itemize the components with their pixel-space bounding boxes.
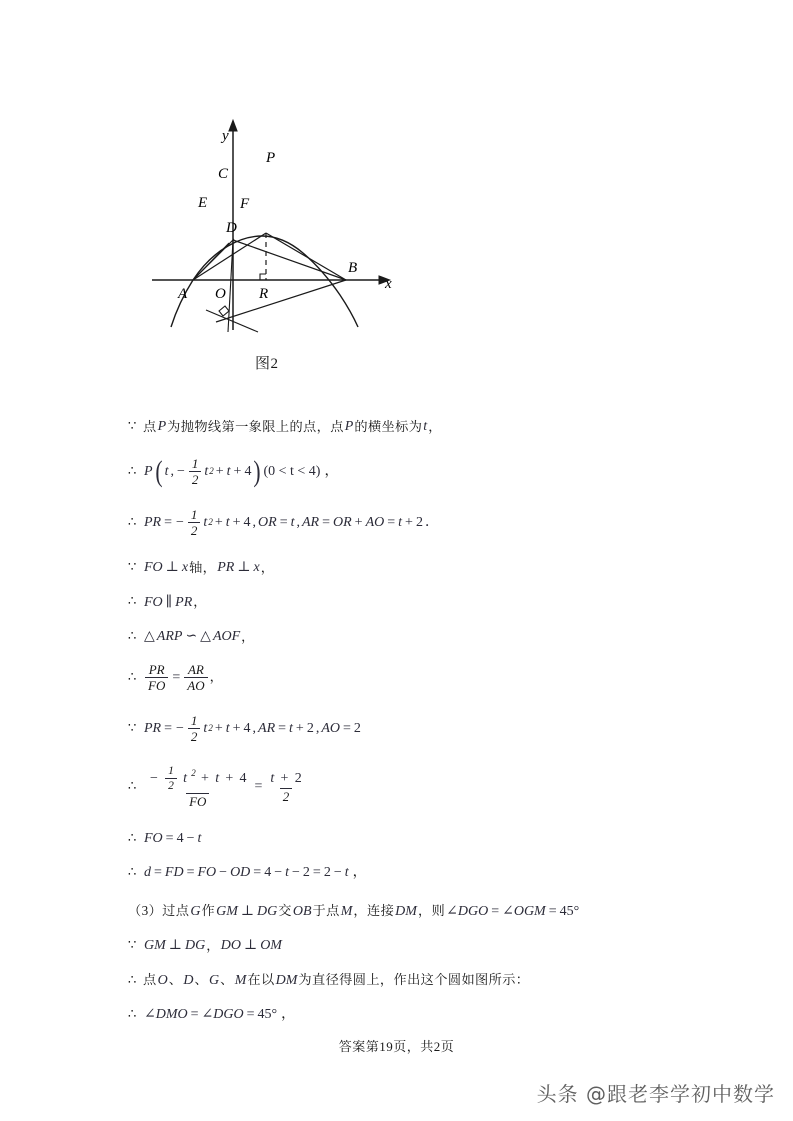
line9-inner-num: 1: [168, 765, 174, 778]
line9-plus2: +: [225, 770, 234, 786]
line3-tsq: t: [203, 515, 208, 531]
line10-minus: −: [186, 830, 195, 846]
line3-fraction-half: [188, 508, 201, 538]
therefore-symbol-5: ∴: [128, 594, 137, 610]
label-point-b: B: [348, 260, 358, 276]
line4-x: x: [181, 560, 189, 576]
line3-plus1: +: [214, 515, 223, 531]
segment-ef: [206, 310, 258, 332]
line3-comma1: ,: [252, 515, 257, 531]
line8-frac-num: 1: [190, 712, 198, 728]
line13-dg: DG: [184, 938, 206, 954]
line3-eq4: =: [387, 515, 396, 531]
line11-fo: FO: [197, 865, 217, 881]
line14-text-a: 点: [143, 972, 157, 988]
label-point-f: F: [240, 196, 250, 212]
label-point-e: E: [198, 195, 208, 211]
line9-right-denominator: 2: [280, 788, 293, 804]
line2-sup2: 2: [209, 466, 214, 477]
line4-perp2: ⊥: [237, 560, 251, 576]
line14-sep3: 、: [220, 972, 234, 988]
line9-tsq: t: [183, 770, 188, 786]
therefore-symbol-6: ∴: [128, 628, 137, 644]
line3-ar: AR: [301, 515, 320, 531]
line11-minus1: −: [219, 865, 228, 881]
line1-text-c: 的横坐标为: [354, 418, 423, 434]
line10-t: t: [197, 830, 202, 846]
solution-line-10: [128, 830, 688, 848]
label-point-o: O: [215, 286, 226, 302]
line9-four: 4: [239, 770, 247, 786]
therefore-symbol-7: ∴: [128, 669, 137, 685]
label-point-c: C: [218, 166, 229, 182]
line12-perp: ⊥: [240, 903, 255, 919]
line9-rnum-two: 2: [294, 770, 302, 786]
segment-cb: [233, 240, 346, 280]
line3-four: 4: [243, 515, 251, 531]
line8-fraction-half: [188, 714, 201, 744]
segment-ap: [193, 233, 266, 280]
line9-outer-numerator: [145, 765, 251, 793]
line14-m: M: [234, 972, 247, 988]
line13-do: DO: [220, 938, 242, 954]
line10-four: 4: [176, 830, 184, 846]
line4-comma1: ，: [202, 559, 217, 575]
line12-angle-ogm: ∠OGM: [502, 903, 546, 919]
line3-frac-den: 2: [188, 522, 201, 538]
line15-eq1: =: [190, 1007, 199, 1023]
fraction-outer-right: [266, 771, 305, 803]
because-symbol-13: ∵: [128, 938, 137, 954]
label-point-p: P: [266, 150, 276, 166]
line11-od: OD: [230, 865, 251, 881]
line1-text-a: 点: [143, 418, 157, 434]
solution-line-14: [128, 972, 688, 990]
line14-dm: DM: [275, 972, 298, 988]
solution-line-3: [128, 508, 688, 538]
therefore-symbol-2: ∴: [128, 463, 137, 479]
line6-arp: ARP: [156, 629, 183, 645]
line12-eq2: =: [548, 903, 557, 919]
line2-comma1: ,: [170, 463, 174, 479]
line13-perp2: ⊥: [244, 938, 258, 954]
line13-gm: GM: [144, 938, 166, 954]
solution-line-6: [128, 628, 688, 646]
line8-two2: 2: [353, 721, 361, 737]
line11-eq4: =: [312, 865, 321, 881]
line8-two: 2: [306, 721, 314, 737]
line11-two: 2: [302, 865, 310, 881]
line14-text-b: 在以: [247, 972, 275, 988]
line2-plus2: +: [233, 463, 242, 479]
line7-tail: ，: [209, 669, 224, 685]
line8-plus2: +: [232, 721, 241, 737]
fraction-pr-over-fo: [145, 663, 168, 693]
solution-line-2: ∴ P ( t , − $\frac{1}{2}$ t 2 + t + 4 ) (0 < t < 4) ，: [128, 454, 339, 488]
line9-inner-half: [165, 765, 177, 792]
line4-perp: ⊥: [165, 560, 179, 576]
therefore-symbol-11: ∴: [128, 865, 137, 881]
line8-four: 4: [243, 721, 251, 737]
line8-tsq: t: [203, 721, 208, 737]
line12-comma1: ，: [353, 903, 367, 919]
part-number-3: （3）: [128, 903, 163, 919]
line12-angle-dgo: ∠DGO: [446, 903, 489, 919]
line5-pr: PR: [175, 594, 193, 610]
line11-minus2: −: [274, 865, 283, 881]
line12-text-b: 作: [201, 903, 216, 919]
line15-tail: ，: [281, 1007, 296, 1023]
line11-t: t: [285, 865, 289, 881]
line3-t: t: [225, 515, 230, 531]
line9-right-numerator: [266, 771, 305, 788]
line2-frac-num: 1: [191, 455, 199, 471]
line3-frac-num: 1: [190, 506, 198, 522]
line11-eq2: =: [186, 865, 195, 881]
line1-text-b: 为抛物线第一象限上的点，点: [167, 418, 344, 434]
right-angle-mark-e: [219, 306, 229, 316]
line2-condition: (0 < t < 4): [263, 463, 321, 479]
line11-minus4: −: [333, 865, 342, 881]
line14-sep1: 、: [168, 972, 183, 988]
line3-pr: PR: [144, 515, 162, 531]
label-x-axis: x: [385, 276, 392, 292]
line3-tail: ．: [424, 515, 439, 531]
line2-tail: ，: [324, 463, 339, 479]
solution-line-11: [128, 864, 688, 882]
fraction-ar-over-ao: [184, 663, 207, 693]
solution-line-15: [128, 1006, 688, 1024]
line9-num-minus: −: [150, 770, 158, 786]
page-footer: 答案第19页，共2页: [338, 1039, 455, 1054]
label-point-d: D: [226, 220, 237, 236]
line6-aof: AOF: [212, 629, 241, 645]
line9-eq: =: [254, 779, 263, 795]
line1-var-p: P: [157, 419, 167, 434]
because-symbol-4: ∵: [128, 559, 137, 575]
line7-den1: FO: [145, 677, 168, 693]
line8-pr: PR: [144, 721, 162, 737]
line6-tail: ，: [241, 628, 255, 644]
line12-degree-45: 45°: [559, 903, 580, 919]
line14-sep2: 、: [194, 972, 209, 988]
line5-fo: FO: [144, 594, 163, 610]
line2-minus: −: [176, 463, 185, 479]
line4-tail: ，: [260, 559, 275, 575]
line11-two2: 2: [323, 865, 331, 881]
line8-t2: t: [289, 721, 293, 737]
line3-or2: OR: [333, 515, 352, 531]
line9-outer-denominator: FO: [186, 793, 209, 809]
line7-eq: =: [172, 669, 181, 685]
label-point-a: A: [178, 286, 188, 302]
line3-sup2: 2: [208, 517, 213, 528]
line15-angle-dmo: ∠DMO: [144, 1007, 188, 1023]
line7-num2: AR: [187, 661, 204, 677]
line8-eq2: =: [278, 721, 287, 737]
line8-plus3: +: [295, 721, 304, 737]
line4-axis-char: 轴: [189, 559, 203, 575]
line11-tail: ，: [352, 865, 368, 881]
line3-plus2: +: [232, 515, 241, 531]
line2-t: t: [164, 463, 169, 479]
line4-pr: PR: [217, 560, 235, 576]
line9-sup2: 2: [191, 768, 196, 779]
line1-comma: ，: [428, 418, 442, 434]
label-y-axis: y: [222, 128, 229, 144]
line14-g: G: [209, 972, 220, 988]
line2-fraction-half: [189, 457, 202, 487]
solution-line-12-part3: [128, 903, 688, 921]
line2-tsq: t: [204, 463, 209, 479]
because-symbol-1: ∵: [128, 418, 137, 434]
line3-or: OR: [258, 515, 277, 531]
line3-minus: −: [176, 515, 184, 531]
line12-m: M: [340, 903, 353, 919]
line8-comma2: ,: [315, 721, 320, 737]
line13-comma: ，: [206, 937, 220, 953]
line14-text-c: 为直径得圆上，作出这个圆如图所示：: [298, 972, 530, 988]
line12-dm: DM: [395, 903, 417, 919]
line11-eq3: =: [253, 865, 262, 881]
therefore-symbol-10: ∴: [128, 830, 137, 846]
line11-d: d: [144, 865, 151, 881]
line8-eq3: =: [343, 721, 351, 737]
line12-ob: OB: [292, 903, 312, 919]
figure-container: [0, 100, 793, 400]
line12-text-e: 连接: [366, 903, 395, 919]
line3-eq2: =: [279, 515, 288, 531]
watermark: 头条 @跟老李学初中数学: [536, 1082, 775, 1106]
line8-ao: AO: [321, 721, 340, 737]
line4-fo: FO: [144, 560, 163, 576]
line12-g: G: [190, 903, 201, 919]
line12-text-a: 过点: [162, 903, 190, 919]
segment-db: [216, 280, 346, 322]
line9-t: t: [215, 770, 220, 786]
line5-tail: ，: [193, 594, 207, 610]
coordinate-geometry-figure: [0, 100, 793, 400]
solution-line-7: [128, 663, 688, 693]
line8-t: t: [225, 721, 230, 737]
line2-t2: t: [226, 463, 231, 479]
solution-line-13: [128, 937, 688, 955]
solution-line-9: [128, 765, 688, 809]
segment-ae: [193, 243, 229, 280]
line9-inner-den: 2: [165, 778, 177, 792]
solution-line-1: [128, 418, 688, 436]
line3-t3: t: [398, 515, 403, 531]
line11-fd: FD: [164, 865, 184, 881]
line15-degree-45: 45°: [257, 1007, 278, 1023]
line8-comma1: ,: [252, 721, 257, 737]
right-angle-mark-r: [260, 274, 266, 280]
line8-eq: =: [164, 721, 173, 737]
fraction-outer-left: [145, 765, 251, 809]
line11-minus3: −: [292, 865, 300, 881]
line9-rnum-t: t: [270, 770, 275, 786]
parabola-curve: [171, 236, 358, 327]
therefore-symbol-14: ∴: [128, 972, 137, 988]
solution-line-8: [128, 714, 688, 744]
line14-d: D: [183, 972, 194, 988]
line2-p: P: [144, 463, 153, 479]
line11-four: 4: [264, 865, 272, 881]
line3-t2: t: [290, 515, 295, 531]
solution-line-5: [128, 594, 688, 612]
line5-parallel: ∥: [165, 594, 173, 610]
line10-fo: FO: [144, 830, 163, 846]
triangle-symbol-2: △: [200, 629, 211, 645]
line3-plus3: +: [354, 515, 363, 531]
line8-minus: −: [176, 721, 184, 737]
line12-text-f: 则: [431, 903, 446, 919]
line15-angle-dgo: ∠DGO: [201, 1007, 244, 1023]
line13-perp1: ⊥: [168, 938, 182, 954]
line3-comma2: ,: [296, 515, 300, 531]
therefore-symbol-3: ∴: [128, 514, 137, 530]
line3-ao: AO: [365, 515, 385, 531]
line8-sup2: 2: [208, 723, 213, 734]
line12-dg: DG: [257, 903, 278, 919]
line15-eq2: =: [246, 1007, 255, 1023]
line3-two: 2: [415, 515, 423, 531]
line13-om: OM: [260, 938, 282, 954]
line12-eq1: =: [491, 903, 500, 919]
line12-comma2: ，: [417, 903, 432, 919]
line2-frac-den: 2: [189, 471, 202, 487]
line3-eq3: =: [322, 515, 330, 531]
line3-eq: =: [164, 515, 173, 531]
line11-eq1: =: [154, 865, 162, 881]
line9-plus1: +: [201, 770, 209, 786]
line7-num1: PR: [148, 661, 165, 677]
similar-symbol: ∽: [185, 629, 198, 645]
line3-plus4: +: [405, 515, 413, 531]
line2-plus1: +: [215, 463, 224, 479]
line10-eq: =: [165, 830, 174, 846]
therefore-symbol-9: ∴: [128, 778, 137, 794]
label-point-r: R: [259, 286, 269, 302]
line12-text-d: 于点: [312, 903, 340, 919]
line11-t2: t: [344, 865, 349, 881]
line8-frac-den: 2: [188, 728, 201, 744]
line12-gm: GM: [216, 903, 238, 919]
line14-o: O: [157, 972, 168, 988]
line7-den2: AO: [184, 677, 207, 693]
line12-text-c: 交: [278, 903, 292, 919]
line1-var-t: t: [423, 419, 428, 434]
solution-line-4: [128, 559, 688, 577]
line8-ar: AR: [258, 721, 276, 737]
figure-caption: 图2: [255, 356, 279, 372]
therefore-symbol-15: ∴: [128, 1007, 137, 1023]
line4-x2: x: [253, 560, 260, 576]
because-symbol-8: ∵: [128, 720, 137, 736]
line1-var-p2: P: [344, 419, 354, 434]
line8-plus1: +: [214, 721, 223, 737]
line2-four: 4: [244, 463, 252, 479]
line9-rnum-plus: +: [280, 770, 289, 786]
solution-body: [128, 418, 688, 1024]
triangle-symbol-1: △: [144, 629, 155, 645]
